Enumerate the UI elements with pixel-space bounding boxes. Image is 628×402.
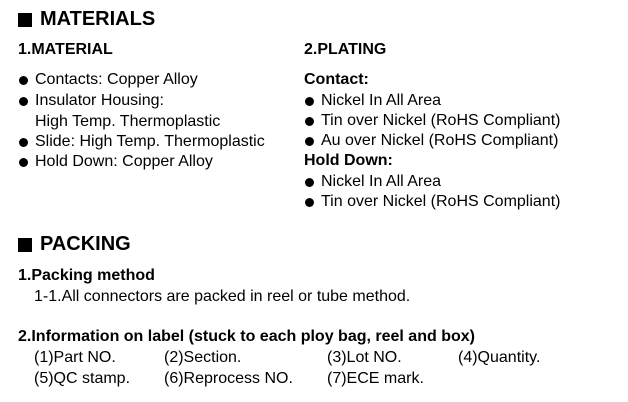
- square-bullet-icon: [18, 13, 32, 27]
- label-item: (5)QC stamp.: [34, 370, 131, 387]
- square-bullet-icon: [18, 238, 32, 252]
- material-item-continuation: High Temp. Thermoplastic: [35, 113, 221, 130]
- material-item: Slide: High Temp. Thermoplastic: [18, 133, 265, 151]
- materials-title-text: MATERIALS: [40, 8, 156, 30]
- plating-contact-item: Tin over Nickel (RoHS Compliant): [304, 112, 560, 130]
- plating-hold-down-item: Tin over Nickel (RoHS Compliant): [304, 193, 560, 211]
- packing-section-title: [18, 233, 131, 256]
- label-item: (1)Part NO.: [34, 349, 116, 366]
- packing-method-text: 1-1.All connectors are packed in reel or tube method.: [34, 288, 411, 305]
- bullet-dot-icon: [305, 137, 314, 146]
- material-heading: 1.MATERIAL: [18, 41, 113, 58]
- plating-hold-down-heading: Hold Down:: [304, 152, 393, 169]
- bullet-dot-icon: [19, 76, 28, 85]
- bullet-dot-icon: [19, 158, 28, 167]
- label-item: (2)Section.: [164, 349, 242, 366]
- material-item: Insulator Housing:: [18, 92, 164, 110]
- bullet-dot-icon: [19, 138, 28, 147]
- bullet-dot-icon: [19, 97, 28, 106]
- label-item: (6)Reprocess NO.: [164, 370, 293, 387]
- packing-title-text: PACKING: [40, 233, 131, 255]
- plating-contact-item: Au over Nickel (RoHS Compliant): [304, 132, 558, 150]
- packing-method-heading: 1.Packing method: [18, 267, 155, 284]
- plating-hold-down-item: Nickel In All Area: [304, 173, 441, 191]
- label-info-heading: 2.Information on label (stuck to each ploy bag, reel and box): [18, 328, 475, 345]
- material-item: Hold Down: Copper Alloy: [18, 153, 213, 171]
- label-item: (3)Lot NO.: [327, 349, 402, 366]
- plating-contact-item: Nickel In All Area: [304, 92, 441, 110]
- bullet-dot-icon: [305, 178, 314, 187]
- bullet-dot-icon: [305, 198, 314, 207]
- bullet-dot-icon: [305, 117, 314, 126]
- plating-contact-heading: Contact:: [304, 71, 369, 88]
- bullet-dot-icon: [305, 97, 314, 106]
- label-item: (7)ECE mark.: [327, 370, 424, 387]
- plating-heading: 2.PLATING: [304, 41, 387, 58]
- materials-section-title: [18, 8, 155, 31]
- label-item: (4)Quantity.: [458, 349, 541, 366]
- material-item: Contacts: Copper Alloy: [18, 71, 198, 89]
